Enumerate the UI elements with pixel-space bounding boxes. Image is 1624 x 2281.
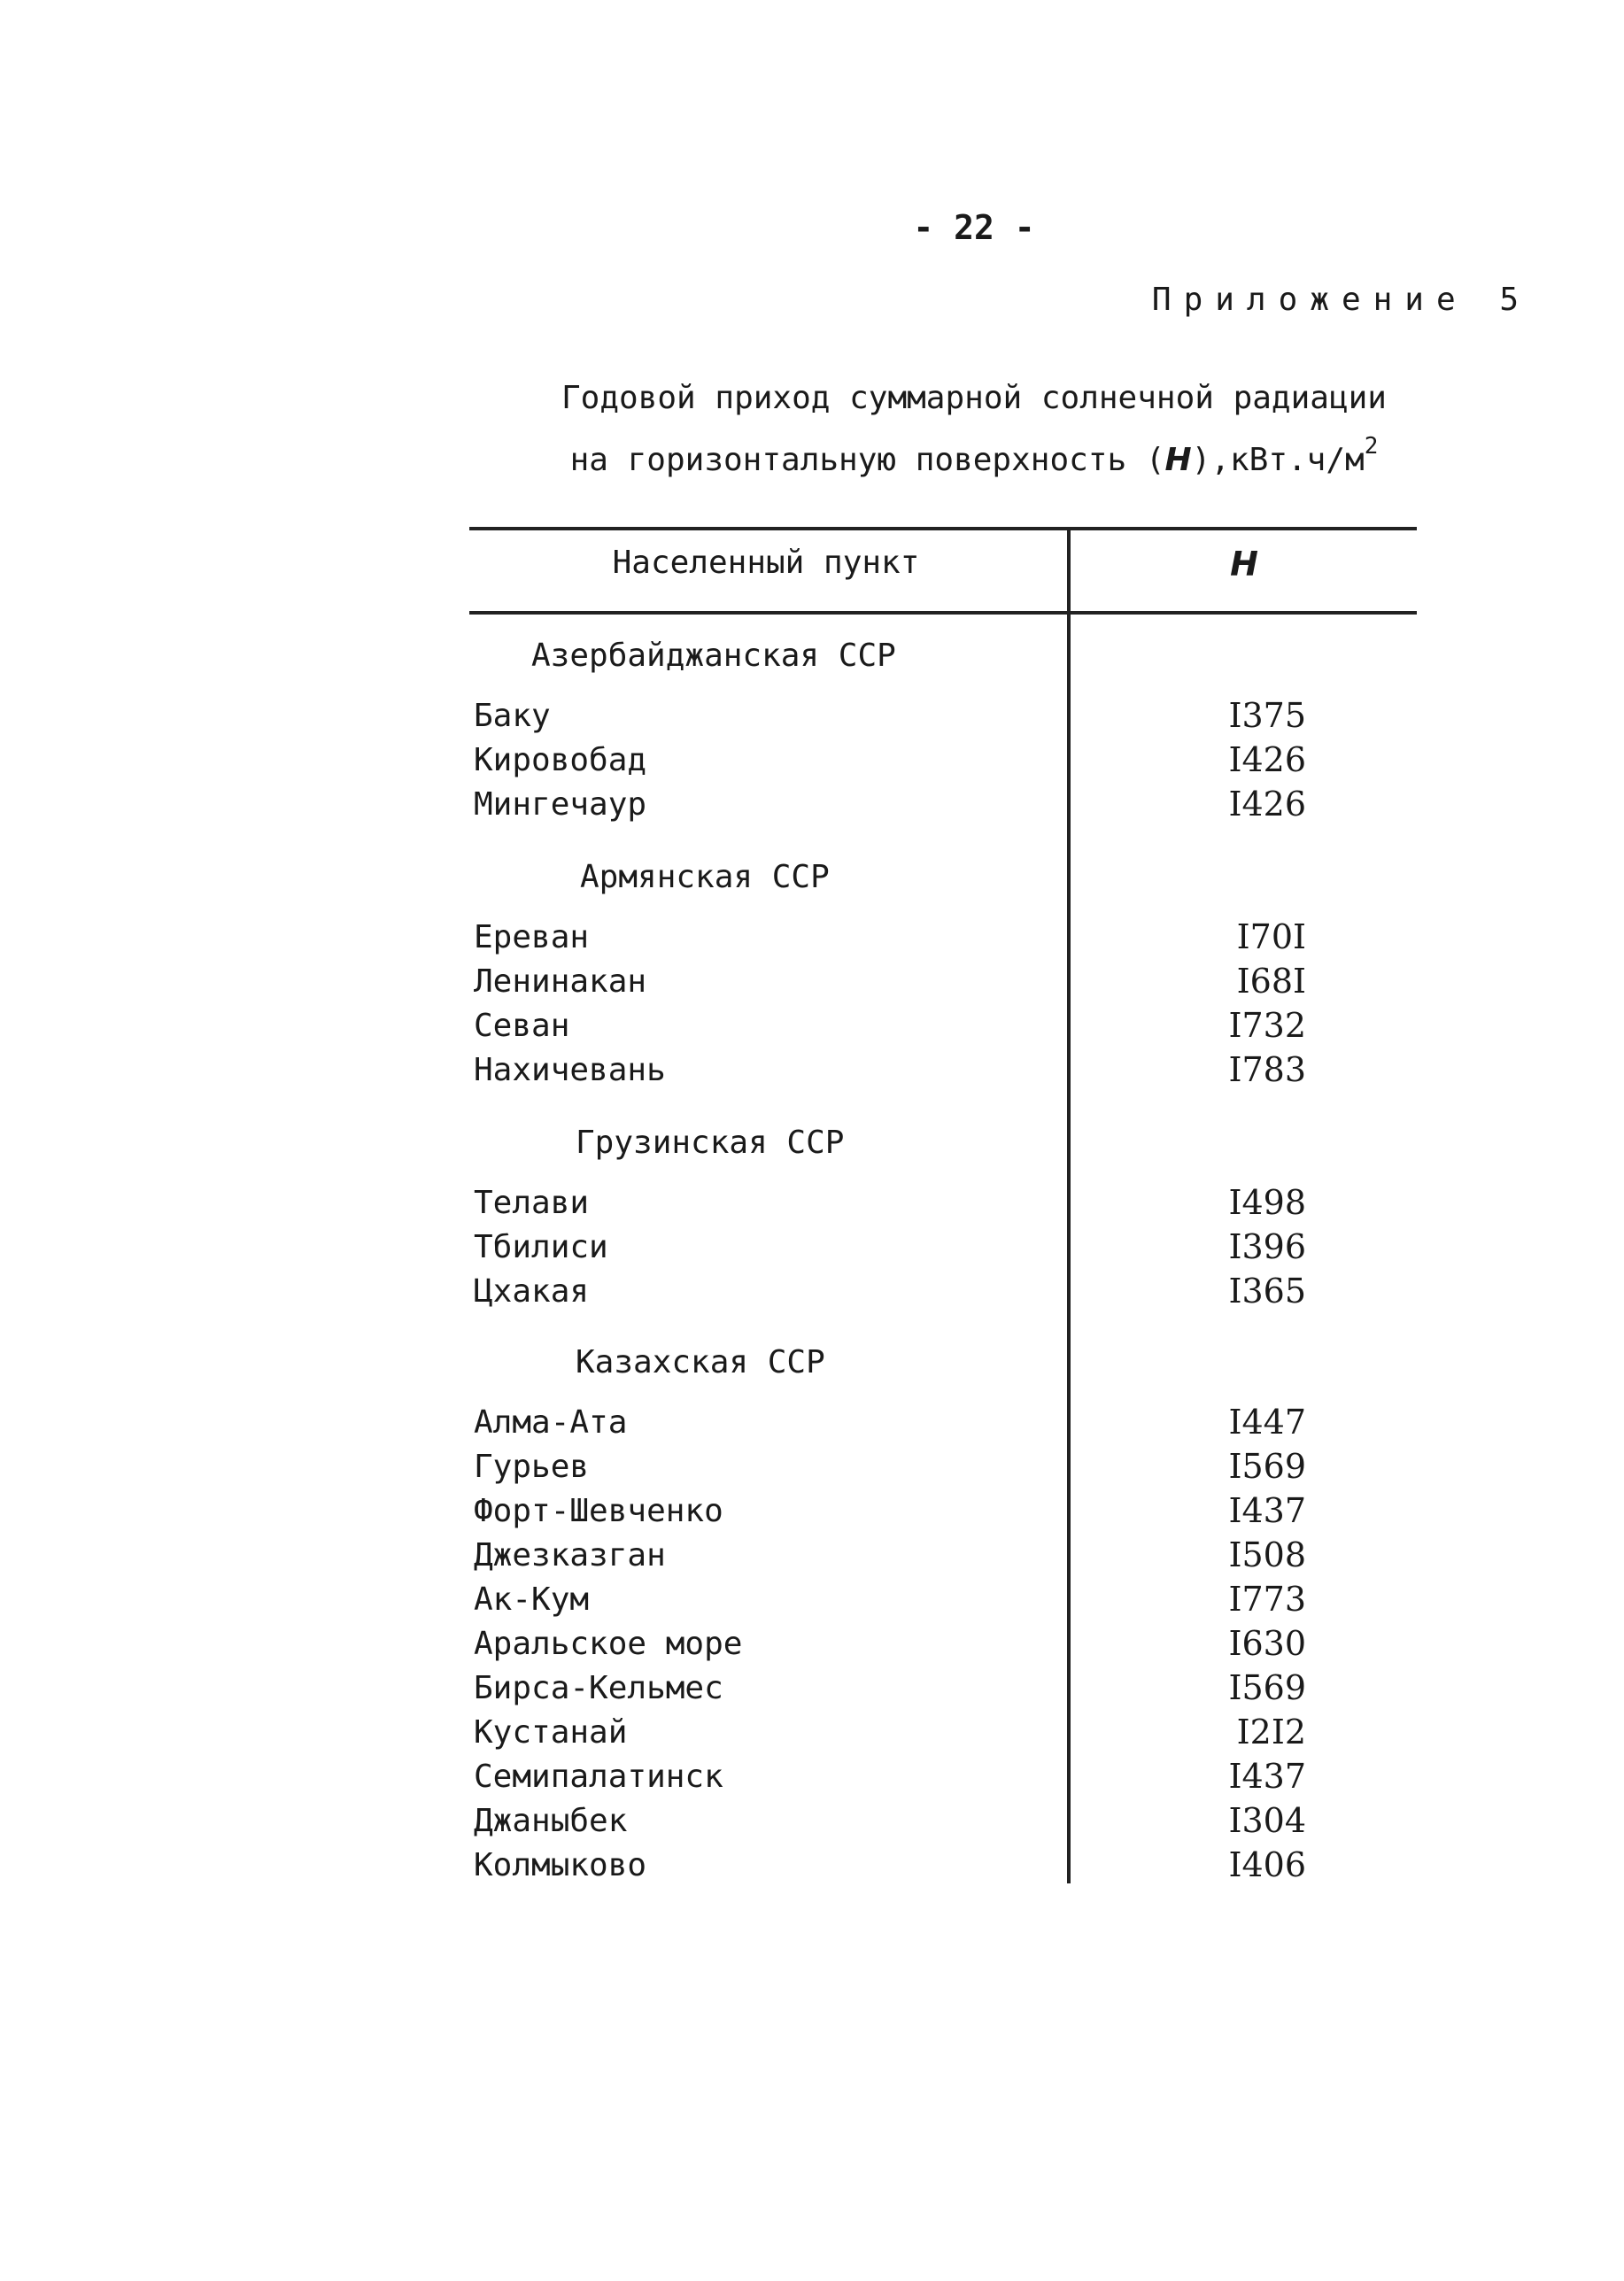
row-name: Алма-Ата: [474, 1404, 628, 1441]
row-value: I426: [1228, 740, 1306, 779]
row-name: Бирса-Кельмес: [474, 1670, 723, 1706]
title-symbol: H: [1164, 442, 1192, 478]
row-value: I2I2: [1236, 1713, 1306, 1751]
column-header-name: Населенный пункт: [612, 545, 920, 581]
row-name: Кустанай: [474, 1714, 628, 1751]
row-value: I437: [1228, 1757, 1306, 1796]
row-value: I569: [1228, 1668, 1306, 1707]
row-value: I732: [1228, 1006, 1306, 1045]
group-title: Армянская ССР: [580, 859, 830, 895]
row-name: Цхакая: [474, 1273, 590, 1310]
row-value: I396: [1228, 1227, 1306, 1266]
table-title: [531, 372, 1417, 487]
row-value: I773: [1228, 1580, 1306, 1619]
row-value: I70I: [1236, 917, 1306, 956]
row-value: I304: [1228, 1801, 1306, 1840]
row-name: Кировобад: [474, 742, 647, 778]
row-value: I508: [1228, 1535, 1306, 1574]
row-value: I783: [1228, 1050, 1306, 1089]
row-value: I569: [1228, 1447, 1306, 1486]
row-name: Джаныбек: [474, 1803, 628, 1839]
row-name: Аральское море: [474, 1626, 743, 1662]
row-value: I365: [1228, 1272, 1306, 1311]
row-name: Ленинакан: [474, 963, 647, 1000]
row-value: I630: [1228, 1624, 1306, 1663]
row-value: I447: [1228, 1403, 1306, 1442]
group-title: Азербайджанская ССР: [531, 638, 896, 674]
title-line-2: [531, 425, 1417, 487]
row-value: I437: [1228, 1491, 1306, 1530]
table-top-rule: [469, 527, 1417, 530]
row-value: I68I: [1236, 962, 1306, 1001]
row-value: I426: [1228, 785, 1306, 823]
title-line-1: Годовой приход суммарной солнечной радиации: [561, 380, 1387, 416]
group-title: Грузинская ССР: [576, 1125, 845, 1161]
row-name: Нахичевань: [474, 1052, 666, 1088]
title-unit: [1191, 433, 1379, 478]
row-value: I375: [1228, 696, 1306, 735]
appendix-label: Приложение 5: [1151, 282, 1531, 318]
row-value: I498: [1228, 1183, 1306, 1222]
title-line-2-suffix: ),кВт.ч/м: [1191, 442, 1365, 478]
row-name: Форт-Шевченко: [474, 1493, 723, 1529]
row-name: Джезказган: [474, 1537, 666, 1574]
title-superscript: 2: [1364, 433, 1379, 460]
row-name: Баку: [474, 698, 551, 734]
row-name: Семипалатинск: [474, 1759, 723, 1795]
title-line-2-prefix: на горизонтальную поверхность (: [569, 442, 1165, 478]
group-title: Казахская ССР: [576, 1344, 825, 1380]
row-name: Ак-Кум: [474, 1581, 590, 1618]
column-header-h: H: [1230, 545, 1258, 584]
row-name: Колмыково: [474, 1847, 647, 1883]
row-value: I406: [1228, 1845, 1306, 1884]
row-name: Севан: [474, 1008, 570, 1044]
row-name: Ереван: [474, 919, 590, 955]
page-number: - 22 -: [913, 208, 1035, 247]
table-header-rule: [469, 611, 1417, 615]
column-divider: [1067, 529, 1071, 1883]
row-name: Телави: [474, 1185, 590, 1221]
row-name: Мингечаур: [474, 786, 647, 823]
row-name: Гурьев: [474, 1449, 590, 1485]
row-name: Тбилиси: [474, 1229, 608, 1265]
